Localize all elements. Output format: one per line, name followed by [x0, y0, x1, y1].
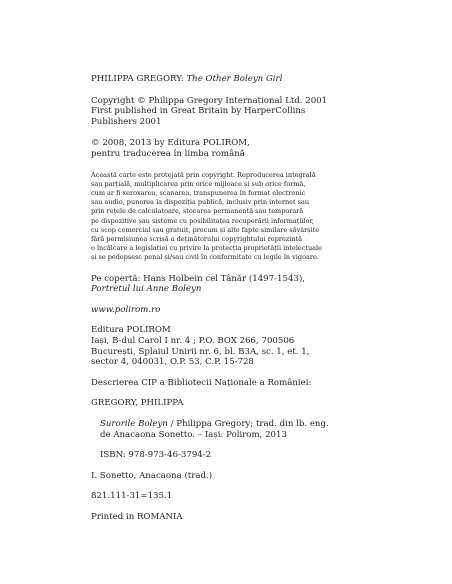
publisher-address [91, 325, 401, 367]
classification-code: 821.111-31=135.1 [91, 491, 173, 502]
translation-rights-block [91, 138, 401, 159]
copyright-page [91, 74, 401, 523]
legal-notice-line: pe dispozitive sau sisteme cu posibilitatea recuperării informațiilor, [91, 216, 314, 225]
legal-notice-line: cum ar fi xeroxarea, scanarea, transpunerea în format electronic [91, 188, 306, 197]
legal-notice [91, 171, 401, 263]
printed-in: Printed in ROMANIA [91, 511, 183, 522]
author-name: PHILIPPA GREGORY: [91, 74, 184, 84]
copyright-block [91, 96, 401, 128]
cip-record-title: Surorile Boleyn [100, 418, 168, 429]
legal-notice-line: prin rețele de calculatoare, stocarea permanentă sau temporară [91, 207, 304, 216]
legal-notice-line: sau audio, punerea la dispoziția publică, inclusiv prin internet sau [91, 198, 310, 207]
cover-credit [91, 274, 401, 295]
publisher-line: sector 4, 040031, O.P. 53, C.P. 15-728 [91, 357, 254, 368]
cip-author: GREGORY, PHILIPPA [91, 398, 184, 409]
legal-notice-line: Această carte este protejată prin copyright. Reproducerea integrală [91, 170, 316, 179]
cover-credit-line: Pe copertă: Hans Holbein cel Tânăr (1497-1543), [91, 273, 305, 284]
legal-notice-line: fără permisiunea scrisă a deținătorului copyrightului reprezintă [91, 234, 303, 243]
isbn: ISBN: 978-973-46-3794-2 [100, 450, 212, 461]
legal-notice-line: și se pedepsesc penal și/sau civil în conformitate cu legile în vigoare. [91, 253, 319, 262]
copyright-line: Copyright © Philippa Gregory International Ltd. 2001 [91, 95, 328, 106]
legal-notice-line: cu scop comercial sau gratuit, precum și alte fapte similare săvârșite [91, 225, 320, 234]
website-link[interactable]: www.polirom.ro [91, 304, 161, 315]
cip-heading: Descrierea CIP a Bibliotecii Naționale a României: [91, 377, 312, 388]
translation-line: pentru traducerea în limba română [91, 148, 245, 159]
translation-line: © 2008, 2013 by Editura POLIROM, [91, 138, 250, 149]
publisher-line: Editura POLIROM [91, 325, 171, 336]
publisher-line: Iași, B-dul Carol I nr. 4 ; P.O. BOX 266, 700506 [91, 335, 295, 346]
legal-notice-line: sau parțială, multiplicarea prin orice mijloace și sub orice formă, [91, 179, 306, 188]
cip-record [91, 419, 401, 440]
cover-credit-title: Portretul lui Anne Boleyn [91, 284, 202, 295]
cip-record-line [100, 419, 401, 430]
translator-entry: I. Sonetto, Anacaona (trad.) [91, 470, 213, 481]
copyright-line: Publishers 2001 [91, 116, 162, 127]
cip-record-rest: / Philippa Gregory; trad. din lb. eng. [167, 418, 329, 429]
cip-record-line: de Anacaona Sonetto. – Iași: Polirom, 2013 [100, 429, 287, 440]
publisher-line: București, Splaiul Unirii nr. 6, bl. B3A, sc. 1, et. 1, [91, 346, 310, 357]
legal-notice-line: o încălcare a legislației cu privire la protecția proprietății intelectuale [91, 244, 322, 253]
copyright-line: First published in Great Britain by HarperCollins [91, 106, 306, 117]
original-title: The Other Boleyn Girl [186, 74, 283, 84]
book-title-line [91, 74, 401, 85]
